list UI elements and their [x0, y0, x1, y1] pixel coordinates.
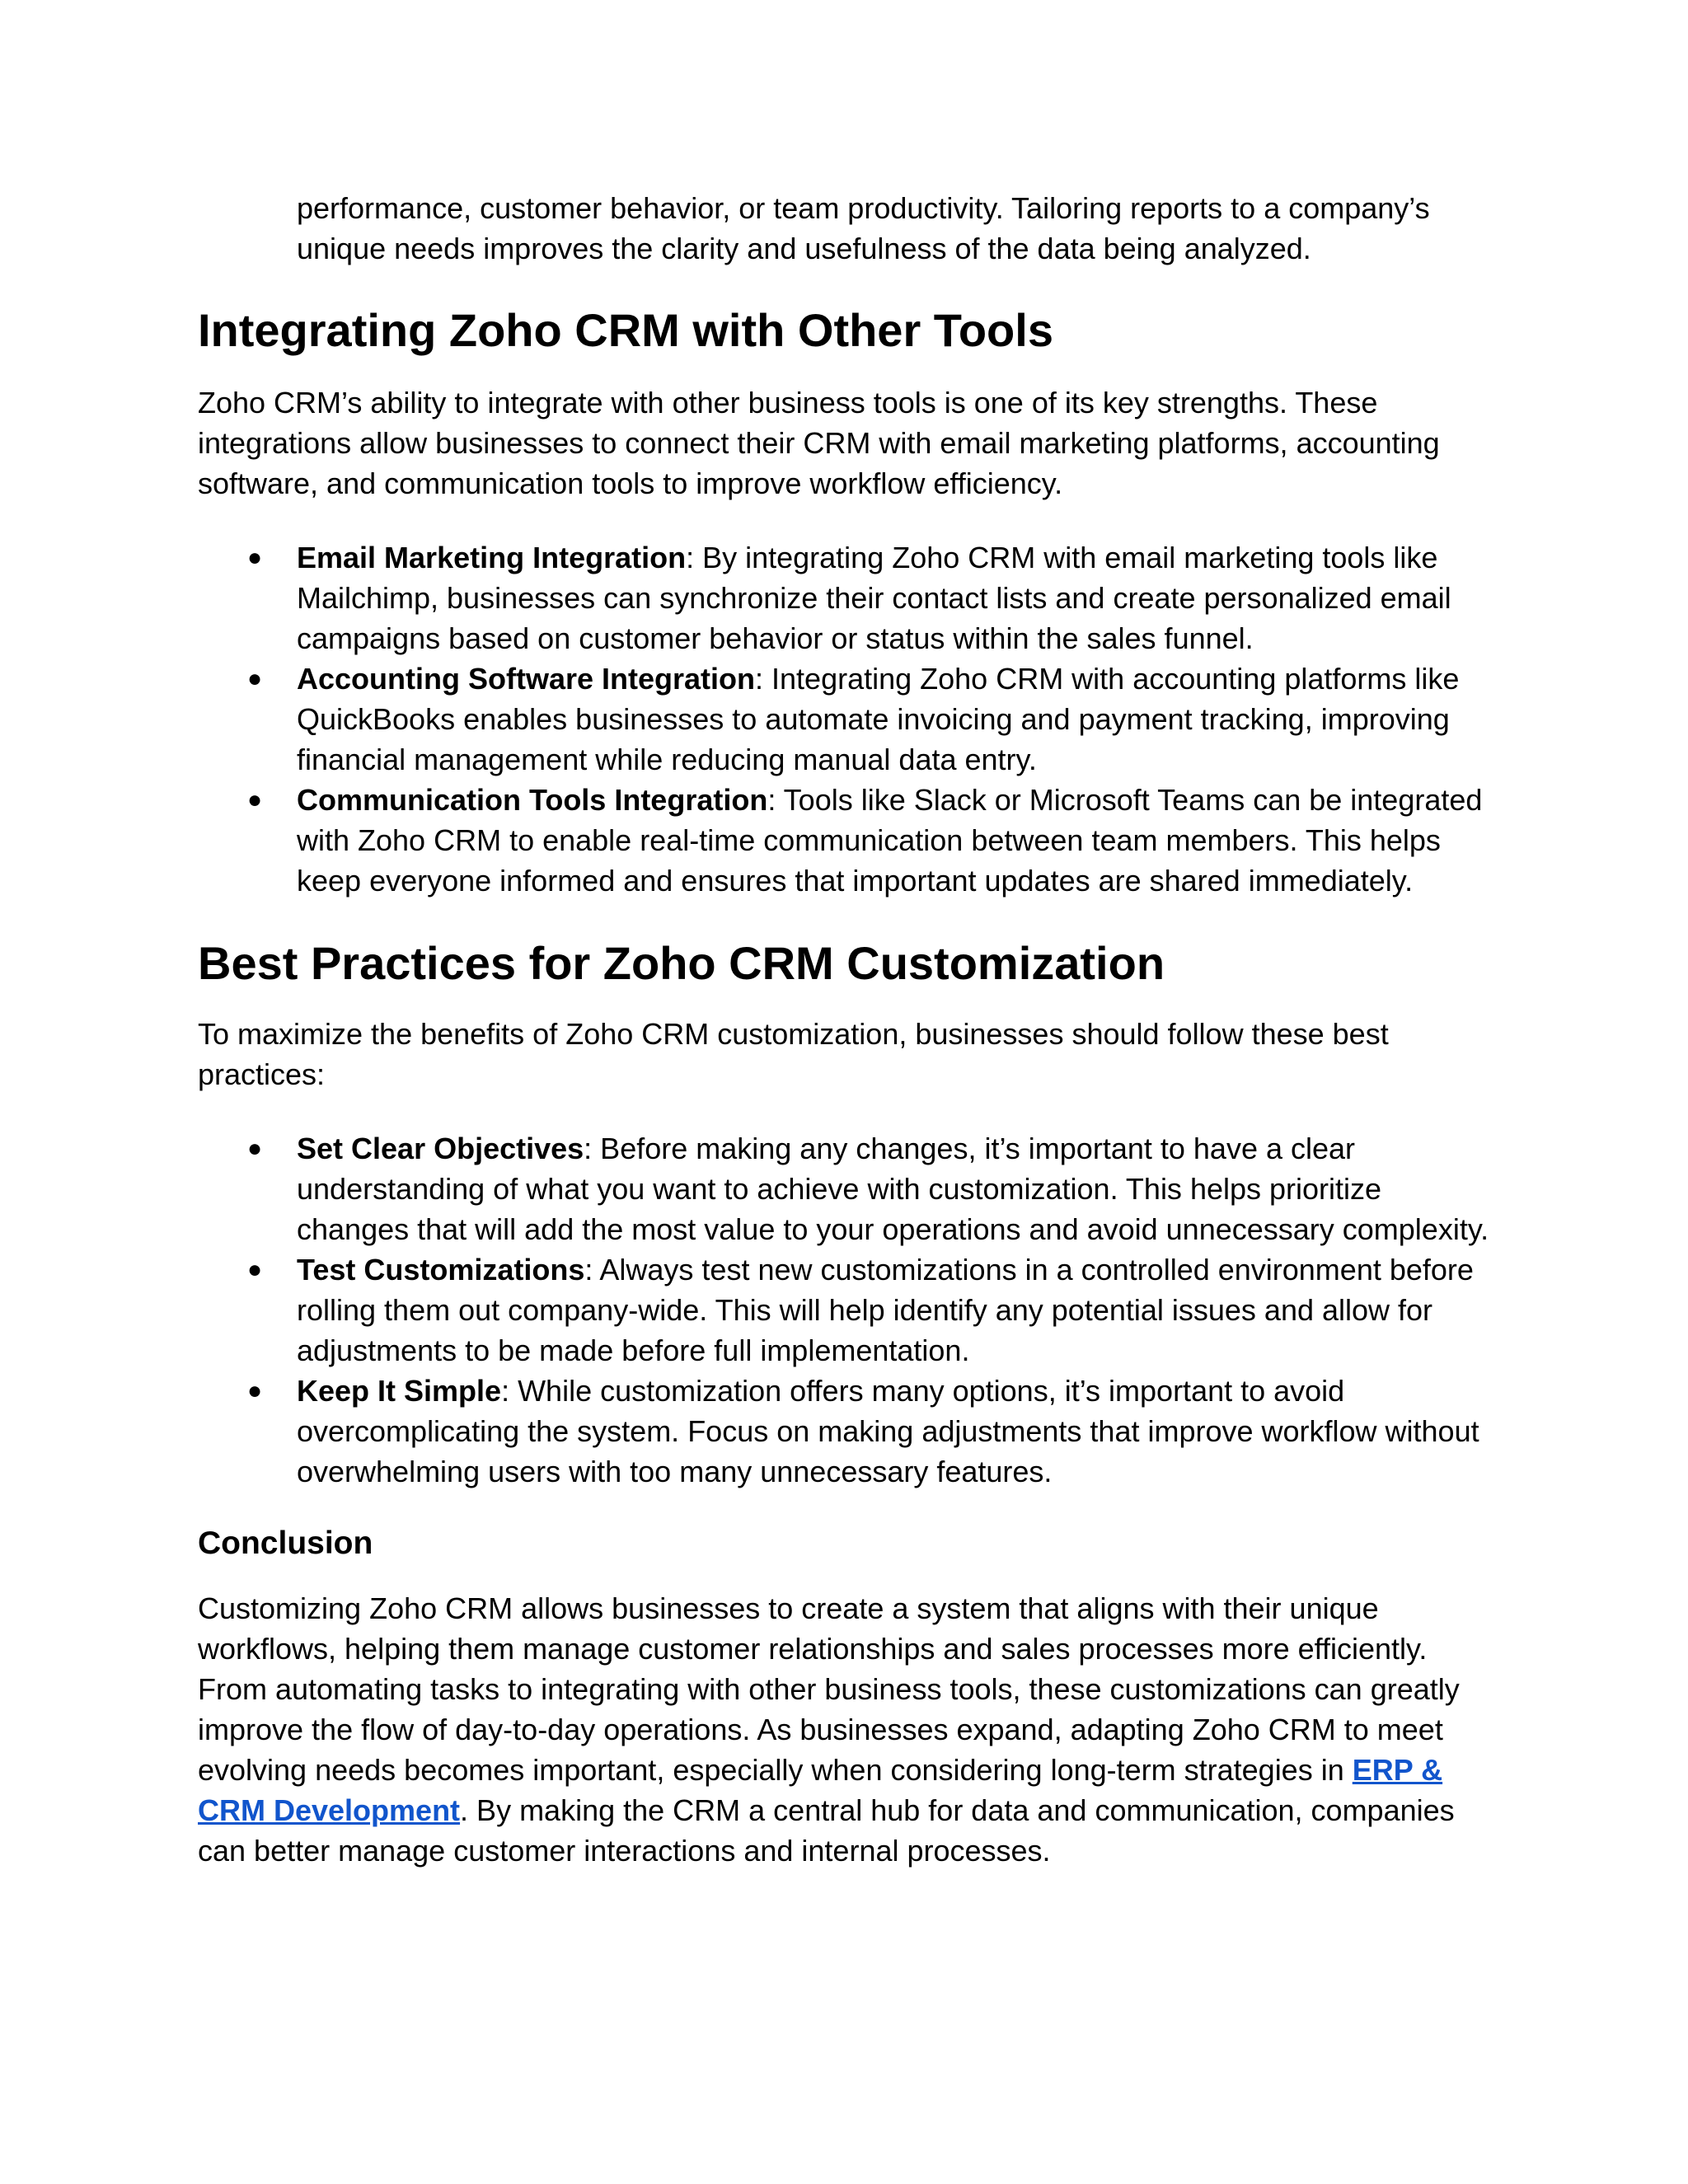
- bullet-icon: ●: [247, 665, 263, 692]
- list-item-text: : Always test new customizations in a controlled environment before rolling them out company-wide. This will help identify any potential issues and allow for adjustments to be made before full implementation.: [297, 1253, 1474, 1367]
- integrations-list: [198, 537, 1500, 901]
- list-item-text: : Tools like Slack or Microsoft Teams can be integrated with Zoho CRM to enable real-time communication between team members. This helps keep everyone informed and ensures that important updates are shared immediately.: [297, 783, 1483, 898]
- list-item-text: : While customization offers many options, it’s important to avoid overcomplicating the system. Focus on making adjustments that improve workflow without overwhelming users with too many unnecessary features.: [297, 1374, 1479, 1488]
- bullet-icon: ●: [247, 1256, 263, 1283]
- erp-crm-development-link[interactable]: ERP & CRM Development: [198, 1753, 1443, 1827]
- integrating-paragraph: Zoho CRM’s ability to integrate with other business tools is one of its key strengths. These integrations allow businesses to connect their CRM with email marketing platforms, accounting software, and communication tools to improve workflow efficiency.: [198, 386, 1440, 500]
- list-item-text: : Before making any changes, it’s important to have a clear understanding of what you want to achieve with customization. This helps prioritize changes that will add the most value to your operations and avoid unnecessary complexity.: [297, 1132, 1489, 1246]
- conclusion-heading: Conclusion: [198, 1526, 373, 1561]
- list-item-text: : By integrating Zoho CRM with email marketing tools like Mailchimp, businesses can synchronize their contact lists and create personalized email campaigns based on customer behavior or status within the sales funnel.: [297, 541, 1451, 655]
- list-item-title: Communication Tools Integration: [297, 783, 768, 817]
- list-item: [198, 658, 1500, 780]
- list-item: [198, 537, 1500, 658]
- conclusion-paragraph: [198, 1588, 1500, 1871]
- intro-continuation-paragraph: performance, customer behavior, or team productivity. Tailoring reports to a company’s unique needs improves the clarity and usefulness of the data being analyzed.: [297, 191, 1430, 265]
- list-item-title: Keep It Simple: [297, 1374, 502, 1408]
- bullet-icon: ●: [247, 1135, 263, 1162]
- list-item: [198, 1249, 1500, 1371]
- list-item: [198, 1371, 1500, 1492]
- bullet-icon: ●: [247, 786, 263, 813]
- list-item-text: : Integrating Zoho CRM with accounting platforms like QuickBooks enables businesses to automate invoicing and payment tracking, improving financial management while reducing manual data entry.: [297, 662, 1460, 776]
- list-item-title: Test Customizations: [297, 1253, 585, 1286]
- best-practices-list: [198, 1128, 1500, 1492]
- list-item-title: Email Marketing Integration: [297, 541, 687, 574]
- best-practices-heading: Best Practices for Zoho CRM Customization: [198, 937, 1165, 989]
- bullet-icon: ●: [247, 1377, 263, 1404]
- conclusion-text-before-link: Customizing Zoho CRM allows businesses to create a system that aligns with their unique workflows, helping them manage customer relationships and sales processes more efficiently. From automating tasks to integrating with other business tools, these customizations can greatly improve the flow of day-to-day operations. As businesses expand, adapting Zoho CRM to meet evolving needs becomes important, especially when considering long-term strategies in: [198, 1591, 1460, 1787]
- document-page: [198, 188, 1500, 1871]
- list-item: [198, 780, 1500, 901]
- list-item-title: Accounting Software Integration: [297, 662, 756, 696]
- list-item: [198, 1128, 1500, 1249]
- integrating-heading: Integrating Zoho CRM with Other Tools: [198, 304, 1053, 356]
- list-item-title: Set Clear Objectives: [297, 1132, 584, 1165]
- bullet-icon: ●: [247, 544, 263, 571]
- best-practices-paragraph: To maximize the benefits of Zoho CRM customization, businesses should follow these best practices:: [198, 1017, 1389, 1091]
- conclusion-text-after-link: . By making the CRM a central hub for data and communication, companies can better manage customer interactions and internal processes.: [198, 1793, 1455, 1868]
